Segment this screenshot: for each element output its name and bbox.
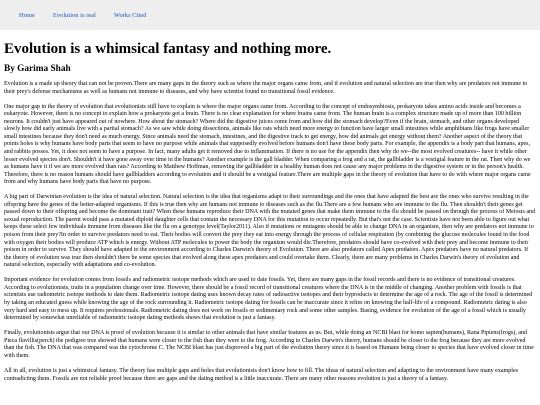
paragraph-intro: Evolution is a made up theory that can not be proven.There are many gaps in the theory such as where the major organs came from, and if evolution and natural selection are true then why are predators not immune to their prey's defense mechanisms as well as humans not immune to diseases, and why have scientist found no transitional fossil evidence. [4,81,528,95]
paragraph-major-organs: One major gap in the theory of evolution that evolutionists still have to explain is where the major organs came from. According to the concept of endosymbiosis, prokaryote takes amino acids inside and becomes a eukaryote. However, there is no concept to explain how a prokaryote got a brain. There is no clear explanation for where brains came from. The human brain is a complex structure made up of more than 100 billion neurons. It couldn't just have appeared out of nowhere. How about the stomach? Where did the digestive juices come from and how did the stomach develop?Even if the brain, stomach, and other organs developed slowly how did early animals live with a partial stomach? As we saw while doing dissections, animals like rats which need more energy to function have larger small intestines while amphibians like frogs have smaller small intestines because they don't need as much energy. Since animals need the stomach, intestines, and the digestive track to get energy, how did animals get energy without them? Another aspect of the theory that points holes is why humans have body parts that seem to have no purpose while animals that supposedly evolved before humans don't have these body parts. For example, the appendix is a body part that humans, apes, and rabbits posses. Yet, it does not seem to have a purpose. In fact, many adults get it removed due to inflammation. If there is no use for the appendix then why do we--the most evolved creatures-- have it while other lesser evolved species don't. Shouldn't it have gone away over time in the humans? Another example is the gall bladder. When comparing a frog and a rat, the gallbladder is a vestigial feature in the rat. Then why do we as humans have it if we are more evolved than rats? According to Matthew Hoffman, removing the gallbladder in a healthy human does not cause any major problems in the digestive system or in the person's health. Therefore, there is no reason humans should have gallbladders according to evolution and it should be a vestigial feature.There are multiple gaps in the theory of evolution that have to do with where major organs came from and why humans have body parts that have no purpose. [4,103,531,186]
article [0,40,540,383]
nav-link-works-cited[interactable]: Works Cited [113,11,147,19]
nav-link-home[interactable]: Home [19,11,35,19]
paragraph-fossils: Important evidence for evolution comes from fossils and radiometric isotope methods which are used to date fossils. Yet, there are many gaps in the fossil records and there is no evidence of transitional creatures. According to evolutionists, traits in a population change over time. However, there should be a fossil record of transitional creatures where the DNA is in the middle of changing. Another problem with fossils is that scientists use radiometric isotope methods to date them. Radiometric isotope dating uses known decay rates of radioactive isotopes and their byproducts to determine the age of a rock. The age of the fossil is determined by taking an educated guess while knowing the age of the rock surrounding it. Radiometric isotope dating for fossils can be inaccurate since it relies on knowing the half-life of a compound. Radiometric dating is also very hard and easy to mess up. It requires professionals. Radiometric dating does not work on fossils or sedimentary rock and some other samples. Basing, evidence for evolution of the age of a fossil which is usually determined by somewhat unreliable of radiometric isotope dating methods shows that evolution is just a fantasy. [4,277,533,322]
page-title: Evolution is a whimsical fantasy and nothing more. [4,41,332,57]
paragraph-dna: Finally, evolutionists argue that our DNA is proof of evolution because it is similar to other animals that have similar features as us. But, while doing an NCBI blast for homo sapien(humans), Rana Pipiens(frogs), and Pieca flavillis(perch) the pedigree tree showed that humans were closer to the fish than they were to the frog. According to Charles Darwin's theory, humans should be closer to the frog because they are more evolved than the fish. The DNA that was compared was the cytochrome C. The NCBI blast has just disproved a big part of the evolution theory since it is based on Humans being closer to species that have evolved closer in time with them. [4,330,534,359]
paragraph-natural-selection: A big part of Darwinian evolution is the idea of natural selection. Natural selection is the idea that organisms adapt to their surroundings and the ones that have adapted the best are the ones who survive resulting in the offspring have the genes of the better-adapted organisms. If this is true then why are humans not immune to diseases such as the flu.There are a few humans who are immune to the flu. Then shouldn't their genes get passed down to their offspring and become the dominant trait? When these humans reproduce their DNA with the mutated genes that make them immune to the flu should be passed on through the process of Meiosis and sexual reproduction. The parent would pass a mutated diploid daughter cells that contain the necessary DNA for this mutation to occur repeatedly. But that's not the case. Scientists have not been able to figure out what keeps these select few individuals immune from diseases like the flu on a genotype level(Taylor2011). Also if mutations or mutagens should be able to change DNA in an organism, then why are predators not immune to poison from their prey?In order to survive predators need to eat. Their bodies will convert the prey they eat into energy through the process of cellular respiration (by combining the glucose molecules found in the food with oxygen their bodies will produce ATP which is energy. Without ATP molecules to power the body the organism would die.Therefore, predators should have co-evolved with their prey and become immune to their poison in order to survive. They should have adapted to the environment according to Charles Darwin's theory of Evolution. There are also predators called Apex predators. Apex predators have no natural predators. If the theory of evolution was true then shouldn't there be some species that evolved along these apex predators and could overtake them. Clearly, there are many problems in Charles Darwin's theory of evolution and natural selection, especially with adaptations and co-evolution. [4,194,536,269]
nav-link-evolution-is-real[interactable]: Evolution is real [52,11,96,19]
paragraph-conclusion: All in all, evolution is just a whimsical fantasy. The theory has multiple gaps and holes that evolutionists don't know how to fill. The ideas of natural selection and adapting to the environment have many examples contradicting them. Fossils are not reliable proof because there are gaps and the dating method is a little inaccurate. There are many other reasons evolution is just a theory of a fantasy. [4,368,519,382]
author-byline: By Garima Shah [4,64,71,74]
navigation-bar [0,0,540,30]
